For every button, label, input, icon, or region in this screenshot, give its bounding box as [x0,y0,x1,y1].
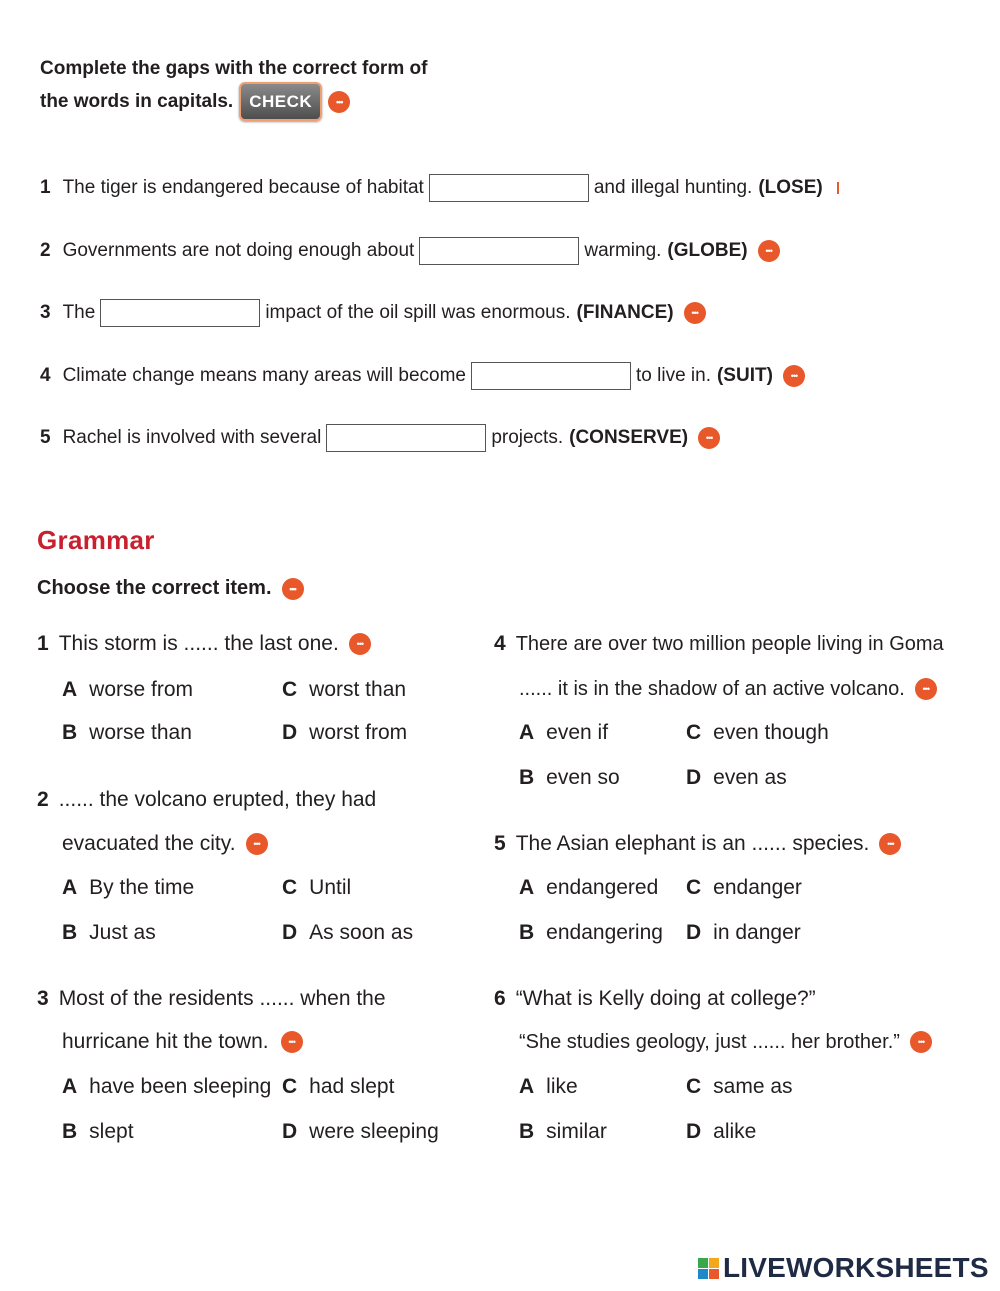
option-letter: C [686,1075,702,1098]
question-text: hurricane hit the town. [62,1030,269,1053]
answer-input-3[interactable] [100,299,260,327]
capital-word: (CONSERVE) [569,427,689,448]
option-3c[interactable] [282,1072,394,1102]
option-6a[interactable] [519,1072,578,1102]
question-text: Most of the residents ...... when the [58,987,386,1010]
option-text: were sleeping [309,1120,439,1143]
audio-dots-icon[interactable] [281,1031,303,1053]
question-text: ...... the volcano erupted, they had [58,788,377,811]
question-text: ...... it is in the shadow of an active volcano. [519,677,905,700]
option-text: By the time [89,876,195,899]
option-2b[interactable] [62,918,156,948]
item-number: 4 [40,365,51,386]
option-letter: D [282,1120,298,1143]
option-text: even if [546,721,609,744]
option-letter: C [282,876,298,899]
grammar-instruction-text: Choose the correct item. [37,577,272,599]
option-text: even though [713,721,829,744]
option-letter: A [519,876,535,899]
option-text: worse than [89,721,192,744]
audio-dots-icon[interactable] [837,182,839,194]
audio-dots-icon[interactable] [282,578,304,600]
question-number: 2 [37,788,49,811]
option-text: endanger [713,876,802,899]
option-letter: D [686,921,702,944]
option-3a[interactable] [62,1072,271,1102]
question-6-line-2 [519,1026,932,1058]
audio-dots-icon[interactable] [684,302,706,324]
option-letter: D [282,921,298,944]
grammar-title: Grammar [37,525,155,555]
option-6b[interactable] [519,1117,607,1147]
option-letter: C [686,876,702,899]
grammar-instruction [37,577,304,600]
question-6 [494,983,816,1015]
option-text: Just as [89,921,156,944]
question-number: 3 [37,987,49,1010]
option-letter: B [62,721,78,744]
question-text: “She studies geology, just ...... her brother.” [519,1030,900,1053]
item-number: 1 [40,177,51,198]
question-text: “What is Kelly doing at college?” [515,987,816,1010]
option-2a[interactable] [62,873,194,903]
option-letter: B [519,921,535,944]
question-3 [37,983,386,1015]
option-text: similar [546,1120,607,1143]
option-text: worst from [309,721,408,744]
option-text: worst than [309,678,407,701]
option-letter: C [282,1075,298,1098]
audio-dots-icon[interactable] [246,833,268,855]
question-number: 5 [494,832,506,855]
sentence-after: projects. [491,427,564,448]
option-5c[interactable] [686,873,802,903]
check-button[interactable]: CHECK [239,82,322,121]
option-text: same as [713,1075,793,1098]
option-5a[interactable] [519,873,658,903]
option-5d[interactable] [686,918,801,948]
sentence-before: The [62,302,96,323]
option-4c[interactable] [686,718,829,748]
option-3b[interactable] [62,1117,134,1147]
audio-dots-icon[interactable] [915,678,937,700]
question-5 [494,828,901,860]
question-2-line-2 [62,828,268,860]
option-text: had slept [309,1075,395,1098]
option-1a[interactable] [62,675,193,705]
option-letter: A [62,678,78,701]
option-text: in danger [713,921,801,944]
question-text: The Asian elephant is an ...... species. [515,832,870,855]
audio-dots-icon[interactable] [328,91,350,113]
option-6d[interactable] [686,1117,756,1147]
option-text: endangered [546,876,659,899]
option-2d[interactable] [282,918,413,948]
sentence-after: warming. [584,240,662,261]
question-text: evacuated the city. [62,832,236,855]
audio-dots-icon[interactable] [783,365,805,387]
option-1b[interactable] [62,718,192,748]
item-number: 3 [40,302,51,323]
sentence-before: The tiger is endangered because of habitat [62,177,424,198]
vocab-item-1 [40,171,839,205]
audio-dots-icon[interactable] [758,240,780,262]
option-letter: D [686,1120,702,1143]
question-number: 1 [37,632,49,655]
sentence-after: impact of the oil spill was enormous. [265,302,571,323]
option-text: worse from [89,678,194,701]
instruction-line-2: the words in capitals. [40,91,234,112]
logo-text: LIVEWORKSHEETS [723,1252,989,1283]
option-text: have been sleeping [89,1075,272,1098]
question-text: This storm is ...... the last one. [58,632,339,655]
option-text: Until [309,876,352,899]
audio-dots-icon[interactable] [349,633,371,655]
item-number: 5 [40,427,51,448]
sentence-before: Governments are not doing enough about [62,240,415,261]
option-letter: B [519,1120,535,1143]
audio-dots-icon[interactable] [910,1031,932,1053]
option-text: alike [713,1120,757,1143]
option-letter: C [282,678,298,701]
question-3-line-2 [62,1026,303,1058]
option-1c[interactable] [282,675,406,705]
option-6c[interactable] [686,1072,793,1102]
option-text: As soon as [309,921,414,944]
option-4a[interactable] [519,718,608,748]
capital-word: (GLOBE) [667,240,748,261]
option-letter: B [62,921,78,944]
vocab-item-5 [40,421,720,455]
question-number: 4 [494,632,506,655]
question-2 [37,784,376,816]
option-text: even as [713,766,787,789]
option-letter: B [62,1120,78,1143]
item-number: 2 [40,240,51,261]
logo-squares-icon [698,1258,719,1279]
question-number: 6 [494,987,506,1010]
option-1d[interactable] [282,718,407,748]
option-4b[interactable] [519,763,620,793]
question-4-line-2 [519,673,937,705]
option-letter: D [282,721,298,744]
option-letter: A [62,1075,78,1098]
capital-word: (LOSE) [758,177,823,198]
audio-dots-icon[interactable] [879,833,901,855]
answer-input-4[interactable] [471,362,631,390]
sentence-before: Rachel is involved with several [62,427,322,448]
question-4 [494,628,944,660]
instructions [40,55,427,121]
option-5b[interactable] [519,918,663,948]
audio-dots-icon[interactable] [698,427,720,449]
option-letter: C [686,721,702,744]
question-text: There are over two million people living in Goma [515,632,944,655]
vocab-item-3 [40,296,706,330]
vocab-item-4 [40,359,805,393]
answer-input-1[interactable] [429,174,589,202]
capital-word: (FINANCE) [576,302,674,323]
option-letter: A [519,1075,535,1098]
answer-input-5[interactable] [326,424,486,452]
option-text: slept [89,1120,134,1143]
option-text: endangering [546,921,663,944]
option-letter: D [686,766,702,789]
answer-input-2[interactable] [419,237,579,265]
option-text: even so [546,766,620,789]
instruction-line-1: Complete the gaps with the correct form of [40,58,428,79]
option-letter: A [519,721,535,744]
option-letter: B [519,766,535,789]
capital-word: (SUIT) [716,365,773,386]
sentence-before: Climate change means many areas will become [62,365,466,386]
option-4d[interactable] [686,763,787,793]
vocab-item-2 [40,234,780,268]
sentence-after: to live in. [636,365,711,386]
option-text: like [546,1075,578,1098]
option-letter: A [62,876,78,899]
question-1 [37,628,371,660]
liveworksheets-logo [698,1252,989,1284]
option-2c[interactable] [282,873,351,903]
sentence-after: and illegal hunting. [593,177,753,198]
option-3d[interactable] [282,1117,439,1147]
